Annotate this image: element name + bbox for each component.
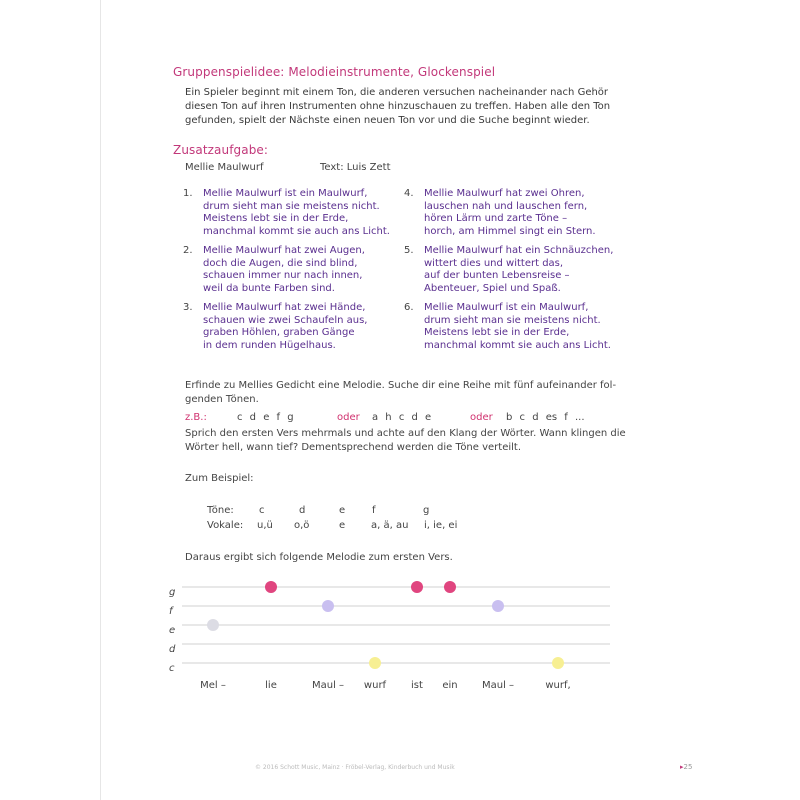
staff-label: f <box>169 606 173 617</box>
verse-2 <box>203 245 365 295</box>
melody-note <box>369 657 381 669</box>
verse-line: Mellie Maulwurf ist ein Maulwurf, <box>424 302 589 313</box>
verse-line: doch die Augen, die sind blind, <box>203 257 358 269</box>
melody-syllable: wurf, <box>545 680 571 691</box>
verse-line: lauschen nah und lauschen fern, <box>424 200 588 212</box>
verse-number: 3. <box>183 302 193 313</box>
verse-3 <box>203 302 367 352</box>
melody-syllable: Maul – <box>311 680 345 691</box>
melody-staff <box>160 575 620 700</box>
verse-line: hören Lärm und zarte Töne – <box>424 213 568 224</box>
verse-number: 6. <box>404 302 414 313</box>
verse-number: 2. <box>183 245 193 256</box>
staff-label: g <box>169 587 176 598</box>
poem-author: Text: Luis Zett <box>320 162 391 173</box>
melody-note <box>265 581 277 593</box>
vowels-label: Vokale: <box>207 520 244 531</box>
page-marker-icon: ▸ <box>680 763 684 771</box>
melody-syllable: Maul – <box>481 680 515 691</box>
example-heading: Zum Beispiel: <box>185 473 254 484</box>
tone: e <box>339 505 346 516</box>
verse-line: drum sieht man sie meistens nicht. <box>203 200 380 212</box>
staff-label: e <box>169 625 176 636</box>
section-heading-group-game: Gruppenspielidee: Melodieinstrumente, Glockenspiel <box>173 65 496 79</box>
melody-note <box>552 657 564 669</box>
vowel: i, ie, ei <box>424 520 458 531</box>
melody-syllable: ist <box>411 680 423 691</box>
vowel: e <box>339 520 346 531</box>
vowel: a, ä, au <box>371 520 409 531</box>
section-heading-extra-task: Zusatzaufgabe: <box>173 143 269 157</box>
verse-line: manchmal kommt sie auch ans Licht. <box>203 225 390 237</box>
verse-line: Abenteuer, Spiel und Spaß. <box>424 282 561 294</box>
verse-line: Mellie Maulwurf hat zwei Augen, <box>203 245 365 256</box>
verse-number: 5. <box>404 245 414 256</box>
melody-note <box>322 600 334 612</box>
verse-line: weil da bunte Farben sind. <box>203 282 335 294</box>
verse-line: Meistens lebt sie in der Erde, <box>203 213 349 224</box>
verse-line: drum sieht man sie meistens nicht. <box>424 314 601 326</box>
tone: f <box>372 505 376 516</box>
tone: c <box>259 505 265 516</box>
verse-line: horch, am Himmel singt ein Stern. <box>424 225 596 237</box>
melody-syllable: ein <box>442 680 458 691</box>
task-text-line2b: Wörter hell, wann tief? Dementsprechend werden die Töne verteilt. <box>185 442 522 453</box>
staff-label: d <box>169 644 176 655</box>
tone-row-1: c d e f g <box>237 412 294 423</box>
verse-6 <box>424 302 611 352</box>
verse-line: schauen wie zwei Schaufeln aus, <box>203 314 368 326</box>
staff-syllables <box>200 680 571 691</box>
melody-note <box>207 619 219 631</box>
example-label: z.B.: <box>185 412 207 423</box>
page-number-text: 25 <box>683 763 693 771</box>
melody-syllable: lie <box>265 680 277 691</box>
verse-line: graben Höhlen, graben Gänge <box>203 327 355 338</box>
verse-line: manchmal kommt sie auch ans Licht. <box>424 339 611 351</box>
tones-label: Töne: <box>207 505 234 516</box>
verse-line: Meistens lebt sie in der Erde, <box>424 327 570 338</box>
page-number <box>680 763 692 771</box>
verse-5 <box>424 245 613 295</box>
verse-line: wittert dies und wittert das, <box>424 257 564 269</box>
verse-line: Mellie Maulwurf hat zwei Hände, <box>203 302 366 313</box>
staff-label: c <box>169 663 175 674</box>
vowel: o,ö <box>294 520 310 531</box>
verse-1 <box>203 188 390 238</box>
verse-line: Mellie Maulwurf ist ein Maulwurf, <box>203 188 368 199</box>
group-game-text: Ein Spieler beginnt mit einem Ton, die anderen versuchen nacheinander nach Gehör diesen Ton auf ihren Instrumenten ohne hinzuschauen zu treffen. Haben alle den Ton gefunden, spielt der Nächste einen neuen Ton vor und die Suche beginnt wieder. <box>185 87 611 126</box>
task-text-line1b: genden Tönen. <box>185 394 259 405</box>
melody-intro: Daraus ergibt sich folgende Melodie zum ersten Vers. <box>185 552 453 563</box>
melody-note <box>411 581 423 593</box>
or-label: oder <box>337 412 360 423</box>
tone-row-2: a h c d e <box>372 412 432 423</box>
verse-4 <box>424 188 596 238</box>
verse-number: 1. <box>183 188 193 199</box>
poem-title: Mellie Maulwurf <box>185 162 264 173</box>
tone: d <box>299 505 306 516</box>
tone: g <box>423 505 430 516</box>
vowel: u,ü <box>257 520 273 531</box>
verse-line: auf der bunten Lebensreise – <box>424 270 570 281</box>
melody-note <box>444 581 456 593</box>
verse-line: schauen immer nur nach innen, <box>203 270 363 281</box>
melody-syllable: Mel – <box>200 680 226 691</box>
verse-line: in dem runden Hügelhaus. <box>203 339 336 351</box>
melody-note <box>492 600 504 612</box>
verse-line: Mellie Maulwurf hat zwei Ohren, <box>424 188 585 199</box>
footer-copyright: © 2016 Schott Music, Mainz · Fröbel-Verlag, Kinderbuch und Musik <box>255 764 455 771</box>
or-label: oder <box>470 412 493 423</box>
staff-labels <box>169 587 176 674</box>
verse-number: 4. <box>404 188 414 199</box>
staff-lines <box>182 587 610 663</box>
task-text-line1: Erfinde zu Mellies Gedicht eine Melodie. Suche dir eine Reihe mit fünf aufeinander fol- <box>185 380 617 391</box>
melody-syllable: wurf <box>363 680 387 691</box>
tone-row-3: b c d es f ... <box>506 412 585 423</box>
task-text-line2: Sprich den ersten Vers mehrmals und achte auf den Klang der Wörter. Wann klingen die <box>185 428 626 439</box>
verse-line: Mellie Maulwurf hat ein Schnäuzchen, <box>424 245 614 256</box>
